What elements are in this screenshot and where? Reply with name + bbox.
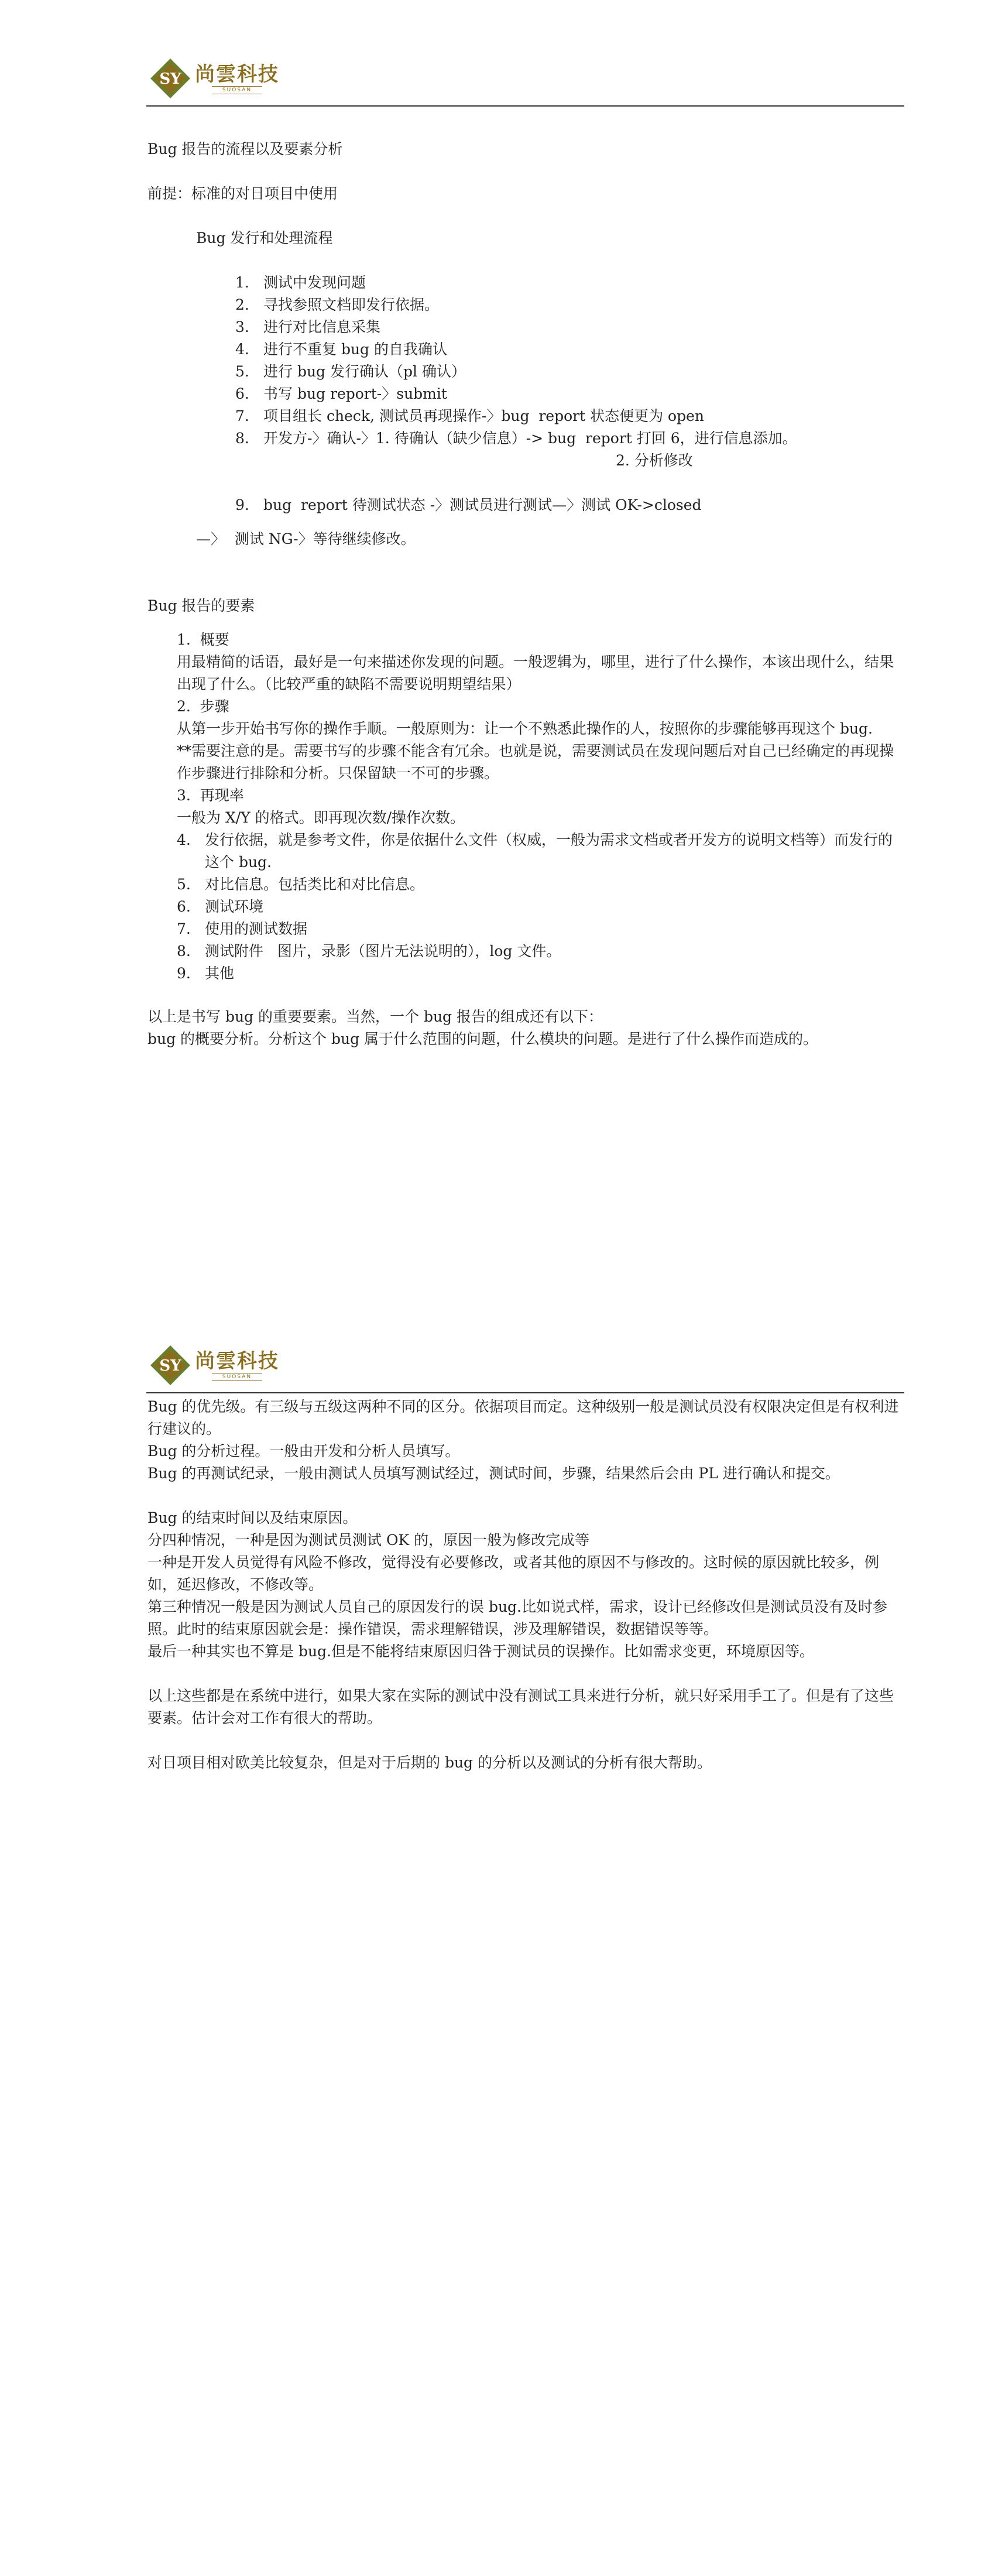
elements-list [147, 629, 905, 985]
element-title: 3. 再现率 [177, 787, 244, 804]
diamond-logo-icon [149, 57, 191, 100]
list-item: 5. 进行 bug 发行确认（pl 确认） [235, 363, 466, 380]
paragraph: Bug 的优先级。有三级与五级这两种不同的区分。依据项目而定。这种级别一般是测试员没有权限决定但是有权利进行建议的。 [147, 1398, 899, 1437]
page-1-content [147, 138, 905, 1050]
logo-english-name: SUOSAN [212, 1373, 262, 1381]
list-item: 6. 书写 bug report-〉submit [235, 385, 447, 402]
header-divider [146, 105, 904, 107]
paragraph: 对日项目相对欧美比较复杂，但是对于后期的 bug 的分析以及测试的分析有很大帮助。 [147, 1754, 712, 1771]
list-item: 8. 开发方-〉确认-〉1. 待确认（缺少信息）-> bug report 打回 6，进行信息添加。 [235, 430, 797, 447]
paragraph: Bug 的再测试纪录，一般由测试人员填写测试经过，测试时间，步骤，结果然后会由 PL 进行确认和提交。 [147, 1465, 840, 1482]
paragraph: 第三种情况一般是因为测试人员自己的原因发行的误 bug.比如说式样，需求，设计已经修改但是测试员没有及时参照。此时的结束原因就会是：操作错误，需求理解错误，涉及理解错误，数据错误等等。 [147, 1598, 888, 1638]
elements-heading: Bug 报告的要素 [147, 597, 255, 614]
list-item: 2. 寻找参照文档即发行依据。 [235, 296, 440, 313]
paragraph: 以上这些都是在系统中进行，如果大家在实际的测试中没有测试工具来进行分析，就只好采用手工了。但是有了这些要素。估计会对工作有很大的帮助。 [147, 1687, 894, 1727]
list-item: 7. 使用的测试数据 [177, 920, 308, 937]
element-title: 2. 步骤 [177, 698, 229, 715]
company-logo [149, 57, 279, 100]
flow-step9: 9. bug report 待测试状态 -〉测试员进行测试—〉测试 OK->closed [235, 496, 702, 513]
list-item: 9. 其他 [177, 965, 235, 982]
summary-line: bug 的概要分析。分析这个 bug 属于什么范围的问题，什么模块的问题。是进行了什么操作而造成的。 [147, 1030, 818, 1047]
flow-ng-line: —〉 测试 NG-〉等待继续修改。 [196, 530, 416, 547]
page-2-content [147, 1396, 905, 1774]
flow-step8-sub: 2. 分析修改 [616, 452, 693, 469]
document-title: Bug 报告的流程以及要素分析 [147, 141, 343, 157]
list-item: 6. 测试环境 [177, 898, 264, 915]
element-body: 用最精简的话语，最好是一句来描述你发现的问题。一般逻辑为，哪里，进行了什么操作，本该出现什么，结果出现了什么。（比较严重的缺陷不需要说明期望结果） [177, 653, 894, 693]
company-logo [149, 1344, 279, 1386]
diamond-logo-icon [149, 1344, 191, 1386]
paragraph: Bug 的结束时间以及结束原因。 [147, 1509, 358, 1526]
list-item: 5. 对比信息。包括类比和对比信息。 [177, 876, 425, 893]
premise-line: 前提：标准的对日项目中使用 [147, 185, 338, 202]
element-title: 1. 概要 [177, 631, 229, 648]
list-item: 7. 项目组长 check, 测试员再现操作-〉bug report 状态便更为 open [235, 407, 704, 424]
paragraph: Bug 的分析过程。一般由开发和分析人员填写。 [147, 1443, 460, 1460]
flow-steps-list [147, 272, 905, 450]
list-item: 3. 进行对比信息采集 [235, 318, 381, 335]
header-divider [146, 1392, 904, 1393]
list-item: 8. 测试附件 图片，录影（图片无法说明的），log 文件。 [177, 943, 561, 960]
list-item: 1. 测试中发现问题 [235, 274, 366, 291]
flow-heading: Bug 发行和处理流程 [196, 229, 333, 246]
element-body: 从第一步开始书写你的操作手顺。一般原则为：让一个不熟悉此操作的人，按照你的步骤能够再现这个 bug. [177, 720, 873, 737]
logo-mark-text: SY [159, 1357, 181, 1375]
logo-chinese-name: 尚雲科技 [195, 1349, 279, 1373]
paragraph: 最后一种其实也不算是 bug.但是不能将结束原因归咎于测试员的误操作。比如需求变更，环境原因等。 [147, 1643, 815, 1660]
page-2 [0, 1288, 995, 2576]
logo-mark-text: SY [159, 70, 181, 88]
logo-english-name: SUOSAN [212, 86, 262, 94]
logo-chinese-name: 尚雲科技 [195, 63, 279, 86]
element-body: **需要注意的是。需要书写的步骤不能含有冗余。也就是说，需要测试员在发现问题后对自己已经确定的再现操作步骤进行排除和分析。只保留缺一不可的步骤。 [177, 742, 894, 782]
paragraph: 分四种情况，一种是因为测试员测试 OK 的，原因一般为修改完成等 [147, 1532, 590, 1549]
paragraph: 一种是开发人员觉得有风险不修改，觉得没有必要修改，或者其他的原因不与修改的。这时候的原因就比较多，例如，延迟修改，不修改等。 [147, 1554, 880, 1593]
list-item: 4. 发行依据，就是参考文件，你是依据什么文件（权威，一般为需求文档或者开发方的说明文档等）而发行的这个 bug. [177, 831, 893, 871]
summary-line: 以上是书写 bug 的重要要素。当然，一个 bug 报告的组成还有以下： [147, 1008, 603, 1025]
list-item: 4. 进行不重复 bug 的自我确认 [235, 341, 448, 358]
element-body: 一般为 X/Y 的格式。即再现次数/操作次数。 [177, 809, 465, 826]
